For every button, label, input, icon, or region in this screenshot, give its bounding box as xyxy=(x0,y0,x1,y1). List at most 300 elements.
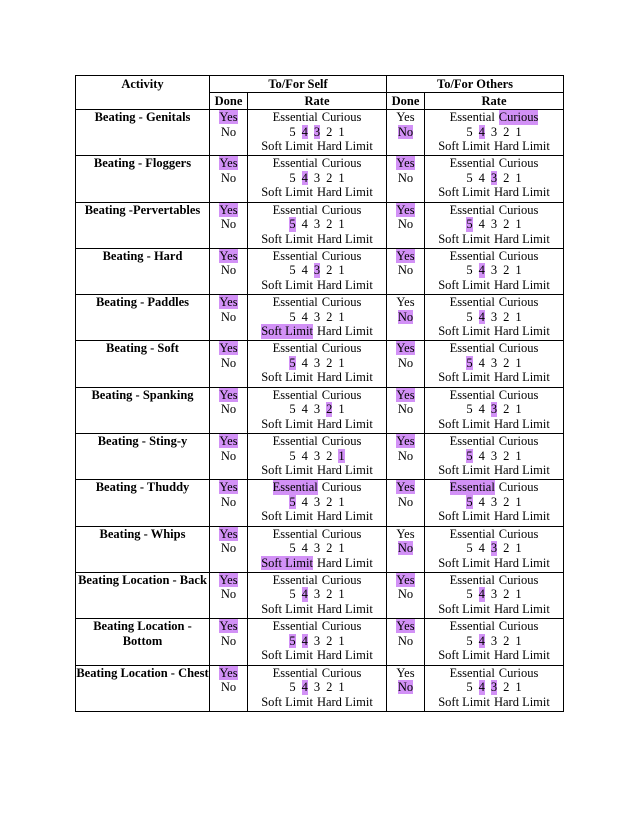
self-done-option-yes[interactable]: Yes xyxy=(219,156,238,171)
rate-scale-1[interactable]: 1 xyxy=(515,633,522,648)
others-done-option-yes[interactable]: Yes xyxy=(396,248,415,263)
rate-soft-limit[interactable]: Soft Limit xyxy=(438,648,490,663)
rate-scale-2[interactable]: 2 xyxy=(503,633,510,648)
rate-scale-1[interactable]: 1 xyxy=(515,217,522,232)
self-done-option-no[interactable]: No xyxy=(220,448,237,463)
rate-scale-4[interactable]: 4 xyxy=(301,494,308,509)
rate-soft-limit[interactable]: Soft Limit xyxy=(261,231,313,246)
others-done-option-no[interactable]: No xyxy=(397,124,414,139)
rate-curious[interactable]: Curious xyxy=(321,156,362,171)
others-done-option-yes[interactable]: Yes xyxy=(396,572,415,587)
rate-essential[interactable]: Essential xyxy=(272,387,318,402)
others-done-option-yes[interactable]: Yes xyxy=(396,202,415,217)
rate-curious[interactable]: Curious xyxy=(321,619,362,634)
rate-essential[interactable]: Essential xyxy=(449,341,495,356)
rate-scale-1[interactable]: 1 xyxy=(338,633,345,648)
rate-scale-5[interactable]: 5 xyxy=(466,217,473,232)
rate-soft-limit[interactable]: Soft Limit xyxy=(438,139,490,153)
rate-hard-limit[interactable]: Hard Limit xyxy=(316,324,373,339)
rate-scale-1[interactable]: 1 xyxy=(338,587,345,602)
rate-essential[interactable]: Essential xyxy=(272,110,318,124)
rate-scale-5[interactable]: 5 xyxy=(289,402,296,417)
rate-scale-1[interactable]: 1 xyxy=(515,124,522,139)
rate-soft-limit[interactable]: Soft Limit xyxy=(438,555,490,570)
rate-scale-1[interactable]: 1 xyxy=(515,541,522,556)
self-done-option-no[interactable]: No xyxy=(220,402,237,417)
others-done-option-no[interactable]: No xyxy=(397,680,414,695)
rate-scale-5[interactable]: 5 xyxy=(466,448,473,463)
rate-essential[interactable]: Essential xyxy=(449,526,495,541)
self-done-option-yes[interactable]: Yes xyxy=(219,202,238,217)
others-rate-cell xyxy=(425,248,564,294)
others-done-option-no[interactable]: No xyxy=(397,309,414,324)
rate-scale-4[interactable]: 4 xyxy=(478,448,485,463)
rate-soft-limit[interactable]: Soft Limit xyxy=(438,185,490,200)
self-done-cell xyxy=(210,387,248,433)
rate-soft-limit[interactable]: Soft Limit xyxy=(261,555,313,570)
rate-scale-4[interactable]: 4 xyxy=(301,309,308,324)
rate-scale-3[interactable]: 3 xyxy=(490,680,498,695)
rate-essential[interactable]: Essential xyxy=(272,619,318,634)
rate-soft-limit[interactable]: Soft Limit xyxy=(261,185,313,200)
rate-scale-4[interactable]: 4 xyxy=(301,680,308,695)
rate-scale-1[interactable]: 1 xyxy=(515,402,522,417)
others-done-option-no[interactable]: No xyxy=(397,217,414,232)
others-done-option-no[interactable]: No xyxy=(397,587,414,602)
rate-hard-limit[interactable]: Hard Limit xyxy=(316,648,373,663)
rate-hard-limit[interactable]: Hard Limit xyxy=(316,416,373,431)
rate-scale-5[interactable]: 5 xyxy=(289,124,296,139)
rate-scale-1[interactable]: 1 xyxy=(515,494,522,509)
rate-scale-4[interactable]: 4 xyxy=(478,541,485,556)
rate-essential[interactable]: Essential xyxy=(449,434,495,449)
rate-scale-3[interactable]: 3 xyxy=(490,494,498,509)
rate-essential[interactable]: Essential xyxy=(272,480,318,495)
rate-scale-2[interactable]: 2 xyxy=(326,124,333,139)
rate-soft-limit[interactable]: Soft Limit xyxy=(261,139,313,153)
rate-curious[interactable]: Curious xyxy=(498,202,539,217)
rate-essential[interactable]: Essential xyxy=(272,572,318,587)
self-rate-cell xyxy=(248,110,387,156)
rate-curious[interactable]: Curious xyxy=(498,434,539,449)
rate-curious[interactable]: Curious xyxy=(498,295,539,310)
rate-scale-2[interactable]: 2 xyxy=(503,402,510,417)
rate-scale-1[interactable]: 1 xyxy=(515,263,522,278)
rate-scale-1[interactable]: 1 xyxy=(338,402,345,417)
others-done-option-yes[interactable]: Yes xyxy=(396,619,415,634)
rate-scale-4[interactable]: 4 xyxy=(478,309,485,324)
rate-scale-5[interactable]: 5 xyxy=(289,494,296,509)
self-done-option-no[interactable]: No xyxy=(220,355,237,370)
rate-scale-2[interactable]: 2 xyxy=(503,494,510,509)
rate-scale-3[interactable]: 3 xyxy=(313,494,321,509)
rate-scale-3[interactable]: 3 xyxy=(313,124,321,139)
rate-scale-2[interactable]: 2 xyxy=(503,541,510,556)
rate-scale-1[interactable]: 1 xyxy=(338,217,345,232)
self-done-option-yes[interactable]: Yes xyxy=(219,110,238,124)
rate-scale-4[interactable]: 4 xyxy=(478,680,485,695)
rate-soft-limit[interactable]: Soft Limit xyxy=(438,694,490,709)
rate-scale-3[interactable]: 3 xyxy=(490,309,498,324)
rate-hard-limit[interactable]: Hard Limit xyxy=(316,601,373,616)
rate-scale-3[interactable]: 3 xyxy=(490,402,498,417)
rate-scale-5[interactable]: 5 xyxy=(466,402,473,417)
rate-scale-4[interactable]: 4 xyxy=(301,541,308,556)
self-done-option-no[interactable]: No xyxy=(220,680,237,695)
rate-curious[interactable]: Curious xyxy=(321,572,362,587)
rate-scale-1[interactable]: 1 xyxy=(338,263,345,278)
rate-scale-5[interactable]: 5 xyxy=(289,355,296,370)
rate-scale-4[interactable]: 4 xyxy=(478,124,485,139)
self-done-option-no[interactable]: No xyxy=(220,494,237,509)
rate-scale-5[interactable]: 5 xyxy=(466,633,473,648)
rate-scale-1[interactable]: 1 xyxy=(515,680,522,695)
rate-scale-3[interactable]: 3 xyxy=(313,448,321,463)
self-done-option-yes[interactable]: Yes xyxy=(219,248,238,263)
others-done-cell xyxy=(387,156,425,202)
self-done-cell xyxy=(210,110,248,156)
rate-scale-3[interactable]: 3 xyxy=(490,263,498,278)
rate-scale-2[interactable]: 2 xyxy=(503,124,510,139)
rate-scale-5[interactable]: 5 xyxy=(466,170,473,185)
rate-curious[interactable]: Curious xyxy=(321,110,362,124)
rate-essential[interactable]: Essential xyxy=(449,619,495,634)
rate-scale-2[interactable]: 2 xyxy=(326,402,333,417)
rate-scale-4[interactable]: 4 xyxy=(301,124,308,139)
rate-scale-1[interactable]: 1 xyxy=(338,680,345,695)
rate-scale-3[interactable]: 3 xyxy=(490,355,498,370)
rate-hard-limit[interactable]: Hard Limit xyxy=(493,231,550,246)
rate-curious[interactable]: Curious xyxy=(321,387,362,402)
rate-soft-limit[interactable]: Soft Limit xyxy=(261,324,313,339)
rate-soft-limit[interactable]: Soft Limit xyxy=(261,648,313,663)
self-done-option-no[interactable]: No xyxy=(220,309,237,324)
rate-essential[interactable]: Essential xyxy=(272,156,318,171)
rate-soft-limit[interactable]: Soft Limit xyxy=(261,370,313,385)
others-rate-cell xyxy=(425,341,564,387)
rate-hard-limit[interactable]: Hard Limit xyxy=(316,555,373,570)
self-done-option-no[interactable]: No xyxy=(220,587,237,602)
rate-curious[interactable]: Curious xyxy=(321,665,362,680)
rate-scale-2[interactable]: 2 xyxy=(326,633,333,648)
rate-soft-limit[interactable]: Soft Limit xyxy=(438,231,490,246)
self-done-cell xyxy=(210,248,248,294)
others-done-option-no[interactable]: No xyxy=(397,402,414,417)
rate-scale-2[interactable]: 2 xyxy=(326,587,333,602)
rate-soft-limit[interactable]: Soft Limit xyxy=(261,601,313,616)
rate-scale-5[interactable]: 5 xyxy=(466,680,473,695)
rate-soft-limit[interactable]: Soft Limit xyxy=(438,277,490,292)
rate-hard-limit[interactable]: Hard Limit xyxy=(493,648,550,663)
rate-scale-5[interactable]: 5 xyxy=(289,263,296,278)
rate-scale-3[interactable]: 3 xyxy=(490,633,498,648)
rate-essential[interactable]: Essential xyxy=(449,572,495,587)
rate-scale-5[interactable]: 5 xyxy=(289,587,296,602)
rate-scale-5[interactable]: 5 xyxy=(289,680,296,695)
self-rate-cell xyxy=(248,526,387,572)
self-done-option-no[interactable]: No xyxy=(220,633,237,648)
rate-curious[interactable]: Curious xyxy=(321,526,362,541)
rate-scale-4[interactable]: 4 xyxy=(478,633,485,648)
rate-scale-1[interactable]: 1 xyxy=(515,587,522,602)
rate-hard-limit[interactable]: Hard Limit xyxy=(316,694,373,709)
rate-scale-2[interactable]: 2 xyxy=(326,217,333,232)
rate-hard-limit[interactable]: Hard Limit xyxy=(316,509,373,524)
rate-curious[interactable]: Curious xyxy=(498,387,539,402)
rate-scale-3[interactable]: 3 xyxy=(313,680,321,695)
rate-scale-4[interactable]: 4 xyxy=(478,170,485,185)
rate-scale-2[interactable]: 2 xyxy=(326,541,333,556)
rate-scale-2[interactable]: 2 xyxy=(503,680,510,695)
self-done-option-no[interactable]: No xyxy=(220,170,237,185)
rate-scale-5[interactable]: 5 xyxy=(466,541,473,556)
rate-scale-3[interactable]: 3 xyxy=(313,541,321,556)
rate-soft-limit[interactable]: Soft Limit xyxy=(438,416,490,431)
rate-essential[interactable]: Essential xyxy=(449,387,495,402)
rate-soft-limit[interactable]: Soft Limit xyxy=(438,463,490,478)
rate-scale-4[interactable]: 4 xyxy=(478,263,485,278)
rate-scale-4[interactable]: 4 xyxy=(301,217,308,232)
rate-scale-2[interactable]: 2 xyxy=(503,448,510,463)
rate-scale-4[interactable]: 4 xyxy=(478,402,485,417)
rate-scale-2[interactable]: 2 xyxy=(326,170,333,185)
rate-scale-5[interactable]: 5 xyxy=(289,448,296,463)
rate-scale-4[interactable]: 4 xyxy=(478,587,485,602)
rate-essential[interactable]: Essential xyxy=(272,248,318,263)
rate-soft-limit[interactable]: Soft Limit xyxy=(438,601,490,616)
header-activity: Activity xyxy=(76,76,210,110)
rate-scale-4[interactable]: 4 xyxy=(301,587,308,602)
rate-scale-2[interactable]: 2 xyxy=(326,448,333,463)
rate-scale-5[interactable]: 5 xyxy=(466,587,473,602)
table-row xyxy=(76,202,564,248)
rate-scale-1[interactable]: 1 xyxy=(338,170,345,185)
rate-essential[interactable]: Essential xyxy=(449,295,495,310)
rate-scale-4[interactable]: 4 xyxy=(301,170,308,185)
rate-essential[interactable]: Essential xyxy=(449,248,495,263)
rate-curious[interactable]: Curious xyxy=(321,202,362,217)
rate-hard-limit[interactable]: Hard Limit xyxy=(493,509,550,524)
rate-curious[interactable]: Curious xyxy=(321,434,362,449)
rate-scale-1[interactable]: 1 xyxy=(515,309,522,324)
rate-curious[interactable]: Curious xyxy=(498,110,539,124)
self-done-option-no[interactable]: No xyxy=(220,124,237,139)
rate-hard-limit[interactable]: Hard Limit xyxy=(493,277,550,292)
rate-scale-3[interactable]: 3 xyxy=(313,217,321,232)
rate-scale-1[interactable]: 1 xyxy=(338,309,345,324)
others-done-option-no[interactable]: No xyxy=(397,541,414,556)
rate-scale-1[interactable]: 1 xyxy=(515,170,522,185)
rate-scale-4[interactable]: 4 xyxy=(478,217,485,232)
rate-essential[interactable]: Essential xyxy=(272,665,318,680)
rate-soft-limit[interactable]: Soft Limit xyxy=(261,463,313,478)
rate-scale-4[interactable]: 4 xyxy=(301,355,308,370)
rate-hard-limit[interactable]: Hard Limit xyxy=(493,370,550,385)
rate-curious[interactable]: Curious xyxy=(321,341,362,356)
self-done-option-no[interactable]: No xyxy=(220,263,237,278)
rate-essential[interactable]: Essential xyxy=(272,526,318,541)
self-done-cell xyxy=(210,156,248,202)
others-done-option-no[interactable]: No xyxy=(397,448,414,463)
rate-curious[interactable]: Curious xyxy=(498,526,539,541)
rate-scale-5[interactable]: 5 xyxy=(466,124,473,139)
self-done-option-yes[interactable]: Yes xyxy=(219,434,238,449)
rate-scale-1[interactable]: 1 xyxy=(515,355,522,370)
rate-hard-limit[interactable]: Hard Limit xyxy=(493,139,550,153)
self-done-option-yes[interactable]: Yes xyxy=(219,341,238,356)
rate-soft-limit[interactable]: Soft Limit xyxy=(438,324,490,339)
others-done-cell xyxy=(387,619,425,665)
rate-scale-2[interactable]: 2 xyxy=(326,494,333,509)
self-done-option-yes[interactable]: Yes xyxy=(219,480,238,495)
rate-soft-limit[interactable]: Soft Limit xyxy=(261,416,313,431)
table-row xyxy=(76,156,564,202)
rate-hard-limit[interactable]: Hard Limit xyxy=(493,324,550,339)
rate-scale-5[interactable]: 5 xyxy=(466,309,473,324)
rate-hard-limit[interactable]: Hard Limit xyxy=(493,463,550,478)
rate-scale-3[interactable]: 3 xyxy=(313,402,321,417)
rate-scale-5[interactable]: 5 xyxy=(289,309,296,324)
others-done-option-yes[interactable]: Yes xyxy=(396,434,415,449)
others-done-option-no[interactable]: No xyxy=(397,494,414,509)
others-done-option-yes[interactable]: Yes xyxy=(396,526,415,541)
rate-soft-limit[interactable]: Soft Limit xyxy=(261,509,313,524)
rate-curious[interactable]: Curious xyxy=(498,156,539,171)
rate-scale-2[interactable]: 2 xyxy=(326,680,333,695)
rate-scale-4[interactable]: 4 xyxy=(301,263,308,278)
rate-scale-3[interactable]: 3 xyxy=(490,217,498,232)
others-done-option-yes[interactable]: Yes xyxy=(396,665,415,680)
rate-hard-limit[interactable]: Hard Limit xyxy=(316,463,373,478)
others-done-option-yes[interactable]: Yes xyxy=(396,480,415,495)
rate-essential[interactable]: Essential xyxy=(272,434,318,449)
rate-scale-2[interactable]: 2 xyxy=(326,355,333,370)
rate-scale-2[interactable]: 2 xyxy=(503,170,510,185)
rate-scale-2[interactable]: 2 xyxy=(503,263,510,278)
rate-scale-5[interactable]: 5 xyxy=(289,633,296,648)
rate-scale-3[interactable]: 3 xyxy=(490,541,498,556)
rate-scale-5[interactable]: 5 xyxy=(289,541,296,556)
others-done-option-no[interactable]: No xyxy=(397,355,414,370)
rate-scale-3[interactable]: 3 xyxy=(313,170,321,185)
rate-scale-5[interactable]: 5 xyxy=(466,494,473,509)
self-done-option-yes[interactable]: Yes xyxy=(219,295,238,310)
rate-scale-1[interactable]: 1 xyxy=(338,448,345,463)
rate-hard-limit[interactable]: Hard Limit xyxy=(493,416,550,431)
others-done-option-yes[interactable]: Yes xyxy=(396,110,415,124)
rate-essential[interactable]: Essential xyxy=(272,202,318,217)
others-done-option-no[interactable]: No xyxy=(397,263,414,278)
rate-soft-limit[interactable]: Soft Limit xyxy=(438,509,490,524)
self-done-option-yes[interactable]: Yes xyxy=(219,665,238,680)
rate-hard-limit[interactable]: Hard Limit xyxy=(316,370,373,385)
others-done-option-yes[interactable]: Yes xyxy=(396,156,415,171)
rate-hard-limit[interactable]: Hard Limit xyxy=(316,277,373,292)
rate-scale-4[interactable]: 4 xyxy=(301,402,308,417)
rate-essential[interactable]: Essential xyxy=(272,295,318,310)
rate-scale-3[interactable]: 3 xyxy=(313,309,321,324)
rate-curious[interactable]: Curious xyxy=(498,665,539,680)
self-rate-cell xyxy=(248,387,387,433)
rate-scale-3[interactable]: 3 xyxy=(313,633,321,648)
rate-scale-3[interactable]: 3 xyxy=(490,170,498,185)
rate-scale-4[interactable]: 4 xyxy=(301,448,308,463)
rate-hard-limit[interactable]: Hard Limit xyxy=(316,231,373,246)
rate-essential[interactable]: Essential xyxy=(449,156,495,171)
rate-curious[interactable]: Curious xyxy=(498,572,539,587)
rate-scale-1[interactable]: 1 xyxy=(338,124,345,139)
others-done-option-no[interactable]: No xyxy=(397,170,414,185)
rate-hard-limit[interactable]: Hard Limit xyxy=(493,555,550,570)
others-done-option-no[interactable]: No xyxy=(397,633,414,648)
rate-scale-4[interactable]: 4 xyxy=(301,633,308,648)
others-done-option-yes[interactable]: Yes xyxy=(396,341,415,356)
rate-scale-2[interactable]: 2 xyxy=(503,355,510,370)
rate-soft-limit[interactable]: Soft Limit xyxy=(438,370,490,385)
rate-scale-3[interactable]: 3 xyxy=(490,587,498,602)
rate-essential[interactable]: Essential xyxy=(449,480,495,495)
rate-scale-1[interactable]: 1 xyxy=(338,355,345,370)
rate-scale-3[interactable]: 3 xyxy=(313,587,321,602)
rate-scale-3[interactable]: 3 xyxy=(313,263,321,278)
rate-curious[interactable]: Curious xyxy=(498,619,539,634)
rate-essential[interactable]: Essential xyxy=(449,665,495,680)
rate-scale-2[interactable]: 2 xyxy=(503,587,510,602)
rate-scale-3[interactable]: 3 xyxy=(313,355,321,370)
rate-scale-3[interactable]: 3 xyxy=(490,124,498,139)
rate-essential[interactable]: Essential xyxy=(449,110,495,124)
self-done-option-no[interactable]: No xyxy=(220,541,237,556)
self-done-option-no[interactable]: No xyxy=(220,217,237,232)
rate-hard-limit[interactable]: Hard Limit xyxy=(316,185,373,200)
rate-scale-1[interactable]: 1 xyxy=(338,541,345,556)
rate-curious[interactable]: Curious xyxy=(498,248,539,263)
rate-scale-1[interactable]: 1 xyxy=(338,494,345,509)
rate-curious[interactable]: Curious xyxy=(321,480,362,495)
rate-scale-5[interactable]: 5 xyxy=(466,355,473,370)
rate-scale-5[interactable]: 5 xyxy=(289,170,296,185)
rate-scale-1[interactable]: 1 xyxy=(515,448,522,463)
others-done-option-yes[interactable]: Yes xyxy=(396,387,415,402)
rate-scale-4[interactable]: 4 xyxy=(478,494,485,509)
rate-curious[interactable]: Curious xyxy=(498,341,539,356)
rate-curious[interactable]: Curious xyxy=(498,480,539,495)
rate-hard-limit[interactable]: Hard Limit xyxy=(493,694,550,709)
self-done-option-yes[interactable]: Yes xyxy=(219,572,238,587)
self-done-option-yes[interactable]: Yes xyxy=(219,387,238,402)
self-done-option-yes[interactable]: Yes xyxy=(219,619,238,634)
rate-hard-limit[interactable]: Hard Limit xyxy=(316,139,373,153)
rate-scale-4[interactable]: 4 xyxy=(478,355,485,370)
rate-soft-limit[interactable]: Soft Limit xyxy=(261,694,313,709)
rate-scale-3[interactable]: 3 xyxy=(490,448,498,463)
rate-hard-limit[interactable]: Hard Limit xyxy=(493,601,550,616)
rate-scale-2[interactable]: 2 xyxy=(326,309,333,324)
others-done-option-yes[interactable]: Yes xyxy=(396,295,415,310)
rate-scale-5[interactable]: 5 xyxy=(466,263,473,278)
rate-scale-2[interactable]: 2 xyxy=(503,309,510,324)
rate-curious[interactable]: Curious xyxy=(321,248,362,263)
rate-scale-5[interactable]: 5 xyxy=(289,217,296,232)
rate-soft-limit[interactable]: Soft Limit xyxy=(261,277,313,292)
rate-curious[interactable]: Curious xyxy=(321,295,362,310)
rate-scale-2[interactable]: 2 xyxy=(326,263,333,278)
rate-scale-2[interactable]: 2 xyxy=(503,217,510,232)
rate-essential[interactable]: Essential xyxy=(449,202,495,217)
rate-hard-limit[interactable]: Hard Limit xyxy=(493,185,550,200)
rate-essential[interactable]: Essential xyxy=(272,341,318,356)
self-done-option-yes[interactable]: Yes xyxy=(219,526,238,541)
